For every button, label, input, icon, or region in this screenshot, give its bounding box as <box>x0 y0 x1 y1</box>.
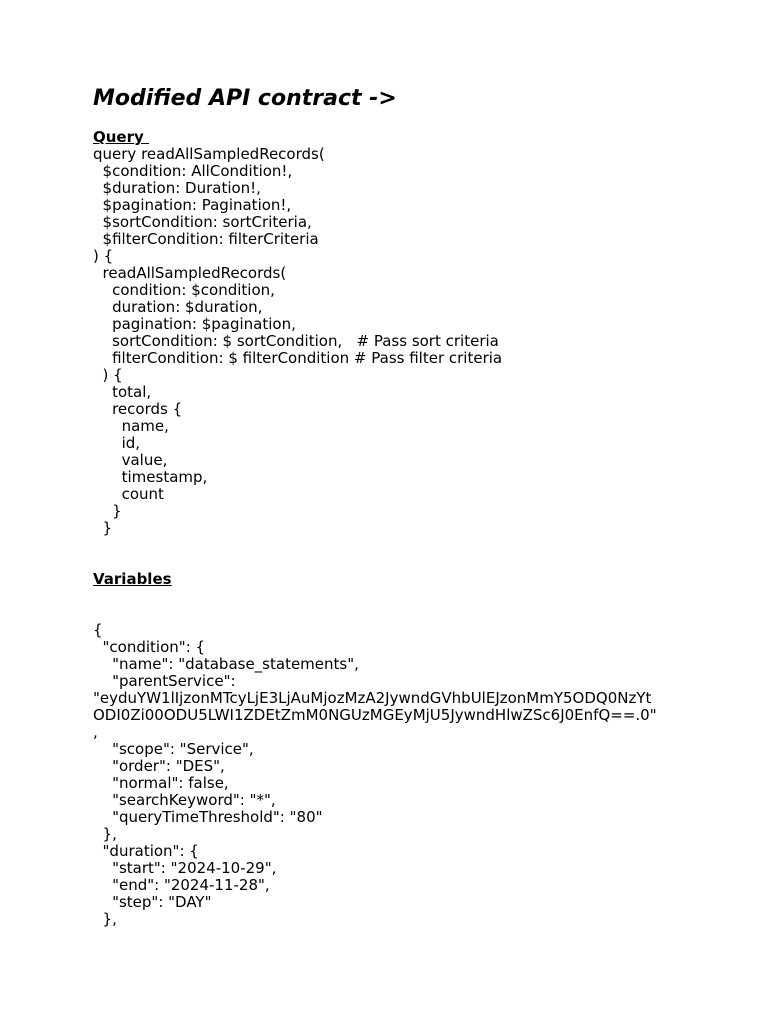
variables-code-line: }, <box>93 825 117 843</box>
query-code-line: $filterCondition: filterCriteria <box>93 230 319 248</box>
query-code-line: } <box>93 502 122 520</box>
variables-code-line: "normal": false, <box>93 774 229 792</box>
variables-code-block <box>93 622 753 928</box>
query-code-line: pagination: $pagination, <box>93 315 296 333</box>
variables-code-line: "queryTimeThreshold": "80" <box>93 808 323 826</box>
query-code-line: count <box>93 485 164 503</box>
query-code-line: records { <box>93 400 183 418</box>
variables-code-line: "duration": { <box>93 842 199 860</box>
variables-code-line: , <box>93 723 98 741</box>
variables-code-line: "name": "database_statements", <box>93 655 359 673</box>
query-heading: Query <box>93 128 150 146</box>
query-code-line: readAllSampledRecords( <box>93 264 287 282</box>
query-code-line: $duration: Duration!, <box>93 179 261 197</box>
query-code-line: sortCondition: $ sortCondition, # Pass sort criteria <box>93 332 499 350</box>
variables-heading: Variables <box>93 570 172 588</box>
query-code-line: ) { <box>93 247 114 265</box>
document-title: Modified API contract -> <box>93 86 397 111</box>
variables-code-line: }, <box>93 910 117 928</box>
query-code-line: timestamp, <box>93 468 208 486</box>
query-code-line: filterCondition: $ filterCondition # Pass filter criteria <box>93 349 503 367</box>
query-code-line: query readAllSampledRecords( <box>93 145 325 163</box>
query-code-line: total, <box>93 383 152 401</box>
variables-code-line: { <box>93 621 103 639</box>
query-code-line: $condition: AllCondition!, <box>93 162 293 180</box>
variables-code-line: "start": "2024-10-29", <box>93 859 277 877</box>
query-code-line: id, <box>93 434 141 452</box>
query-code-line: $pagination: Pagination!, <box>93 196 292 214</box>
query-code-line: $sortCondition: sortCriteria, <box>93 213 312 231</box>
variables-code-line: "order": "DES", <box>93 757 225 775</box>
query-code-line: name, <box>93 417 169 435</box>
variables-code-line: "step": "DAY" <box>93 893 212 911</box>
variables-code-line: "condition": { <box>93 638 206 656</box>
query-code-block <box>93 146 753 537</box>
variables-code-line: "end": "2024-11-28", <box>93 876 270 894</box>
query-code-line: duration: $duration, <box>93 298 263 316</box>
query-code-line: value, <box>93 451 168 469</box>
query-code-line: } <box>93 519 113 537</box>
variables-code-line: "scope": "Service", <box>93 740 254 758</box>
variables-code-line: ODI0Zi00ODU5LWI1ZDEtZmM0NGUzMGEyMjU5JywndHlwZSc6J0EnfQ==.0" <box>93 706 657 724</box>
variables-code-line: "parentService": <box>93 672 236 690</box>
query-code-line: ) { <box>93 366 123 384</box>
document-page <box>93 84 753 928</box>
variables-code-line: "searchKeyword": "*", <box>93 791 276 809</box>
variables-code-line: "eyduYW1lIjzonMTcyLjE3LjAuMjozMzA2JywndGVhbUlEJzonMmY5ODQ0NzYt <box>93 689 652 707</box>
query-code-line: condition: $condition, <box>93 281 275 299</box>
